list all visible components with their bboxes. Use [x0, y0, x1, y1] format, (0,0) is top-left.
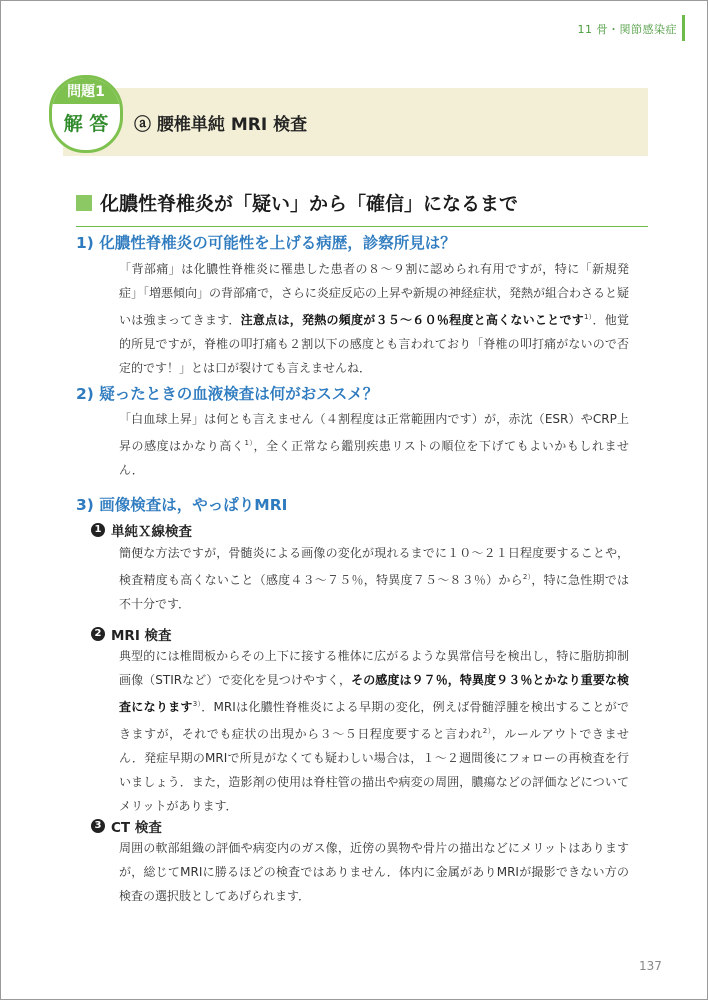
number-1-icon: 1 [91, 523, 105, 537]
emphasis-text: 注意点は，発熱の頻度が３５～６０％程度と高くないことです [240, 313, 584, 327]
citation: 3） [192, 700, 202, 708]
citation: 1） [583, 313, 593, 321]
emphasis-text: その感度は９７％，特異度９３％とかなり重要な検査になります [119, 673, 629, 714]
item-3-paragraph: 周囲の軟部組織の評価や病変内のガス像，近傍の異物や骨片の描出などにメリットはありますが，総じてMRIに勝るほどの検査ではありません．体内に金属がありMRIが撮影できない方の検査の選択肢としてあげられます． [119, 841, 629, 903]
item-1-heading: 1 単純Ｘ線検査 [91, 520, 192, 540]
item-1-paragraph: 簡便な方法ですが，骨髄炎による画像の変化が現れるまでに１０～２１日程度要することや，検査精度も高くないこと（感度４３～７５％，特異度７５～８３％）から$^{2)}$，特に急性期では不十分です． [119, 546, 629, 611]
chapter-marker [682, 15, 685, 41]
item-2-heading: 2 MRI 検査 [91, 624, 172, 644]
answer-title: ⓐ 腰椎単純 MRI 検査 [134, 115, 308, 135]
chapter-label: 11 骨・関節感染症 [577, 23, 677, 36]
number-2-icon: 2 [91, 627, 105, 641]
main-heading [76, 189, 648, 227]
page-number: 137 [639, 959, 662, 973]
heading-square-icon [76, 195, 92, 211]
section-1-heading: 1) 化膿性脊椎炎の可能性を上げる病歴，診察所見は？ [76, 234, 456, 252]
citation: 2） [482, 727, 492, 735]
main-heading-text: 化膿性脊椎炎が「疑い」から「確信」になるまで [100, 193, 519, 215]
section-2-paragraph: 「白血球上昇」は何とも言えません（４割程度は正常範囲内です）が，赤沈（ESR）やCRP上昇の感度はかなり高く$^{1)}$，全く正常なら鑑別疾患リストの順位を下げてもよいかもしれません． [119, 412, 629, 477]
citation: 2） [522, 573, 532, 581]
item-3-heading: 3 CT 検査 [91, 816, 162, 836]
badge-answer-label: 解 答 [63, 113, 109, 135]
citation: 1） [244, 439, 254, 447]
item-2-paragraph: 典型的には椎間板からその上下に接する椎体に広がるような異常信号を検出し，特に脂肪抑制画像（STIRなど）で変化を見つけやすく，その感度は９７％，特異度９３％とかなり重要な検査になります$^{3)}$．MRIは化膿性脊椎炎による早期の変化，例えば骨髄浮腫を検出することができますが，それでも症状の出現から３～５日程度要すると言われ$^{2)}$，ルールアウトできません．発症早期のMRIで所見がなくても疑わしい場合は，１～２週間後にフォローの再検査を行いましょう．また，造影剤の使用は脊柱管の描出や病変の周囲，膿瘍などの評価などについてメリットがあります． [119, 649, 629, 813]
badge-problem-label: 問題1 [52, 78, 120, 104]
answer-badge [49, 75, 123, 153]
section-2-heading: 2) 疑ったときの血液検査は何がおススメ？ [76, 385, 379, 403]
number-3-icon: 3 [91, 819, 105, 833]
section-3-heading: 3) 画像検査は，やっぱりMRI [76, 496, 288, 514]
section-1-paragraph: 「背部痛」は化膿性脊椎炎に罹患した患者の８～９割に認められ有用ですが，特に「新規発症」「増悪傾向」の背部痛で，さらに炎症反応の上昇や新規の神経症状，発熱が組合わさると疑いは強まってきます．注意点は，発熱の頻度が３５～６０％程度と高くないことです$^{1)}$．他覚的所見ですが，脊椎の叩打痛も２割以下の感度とも言われており「脊椎の叩打痛がないので否定的です！」とは口が裂けても言えませんね． [119, 262, 629, 375]
